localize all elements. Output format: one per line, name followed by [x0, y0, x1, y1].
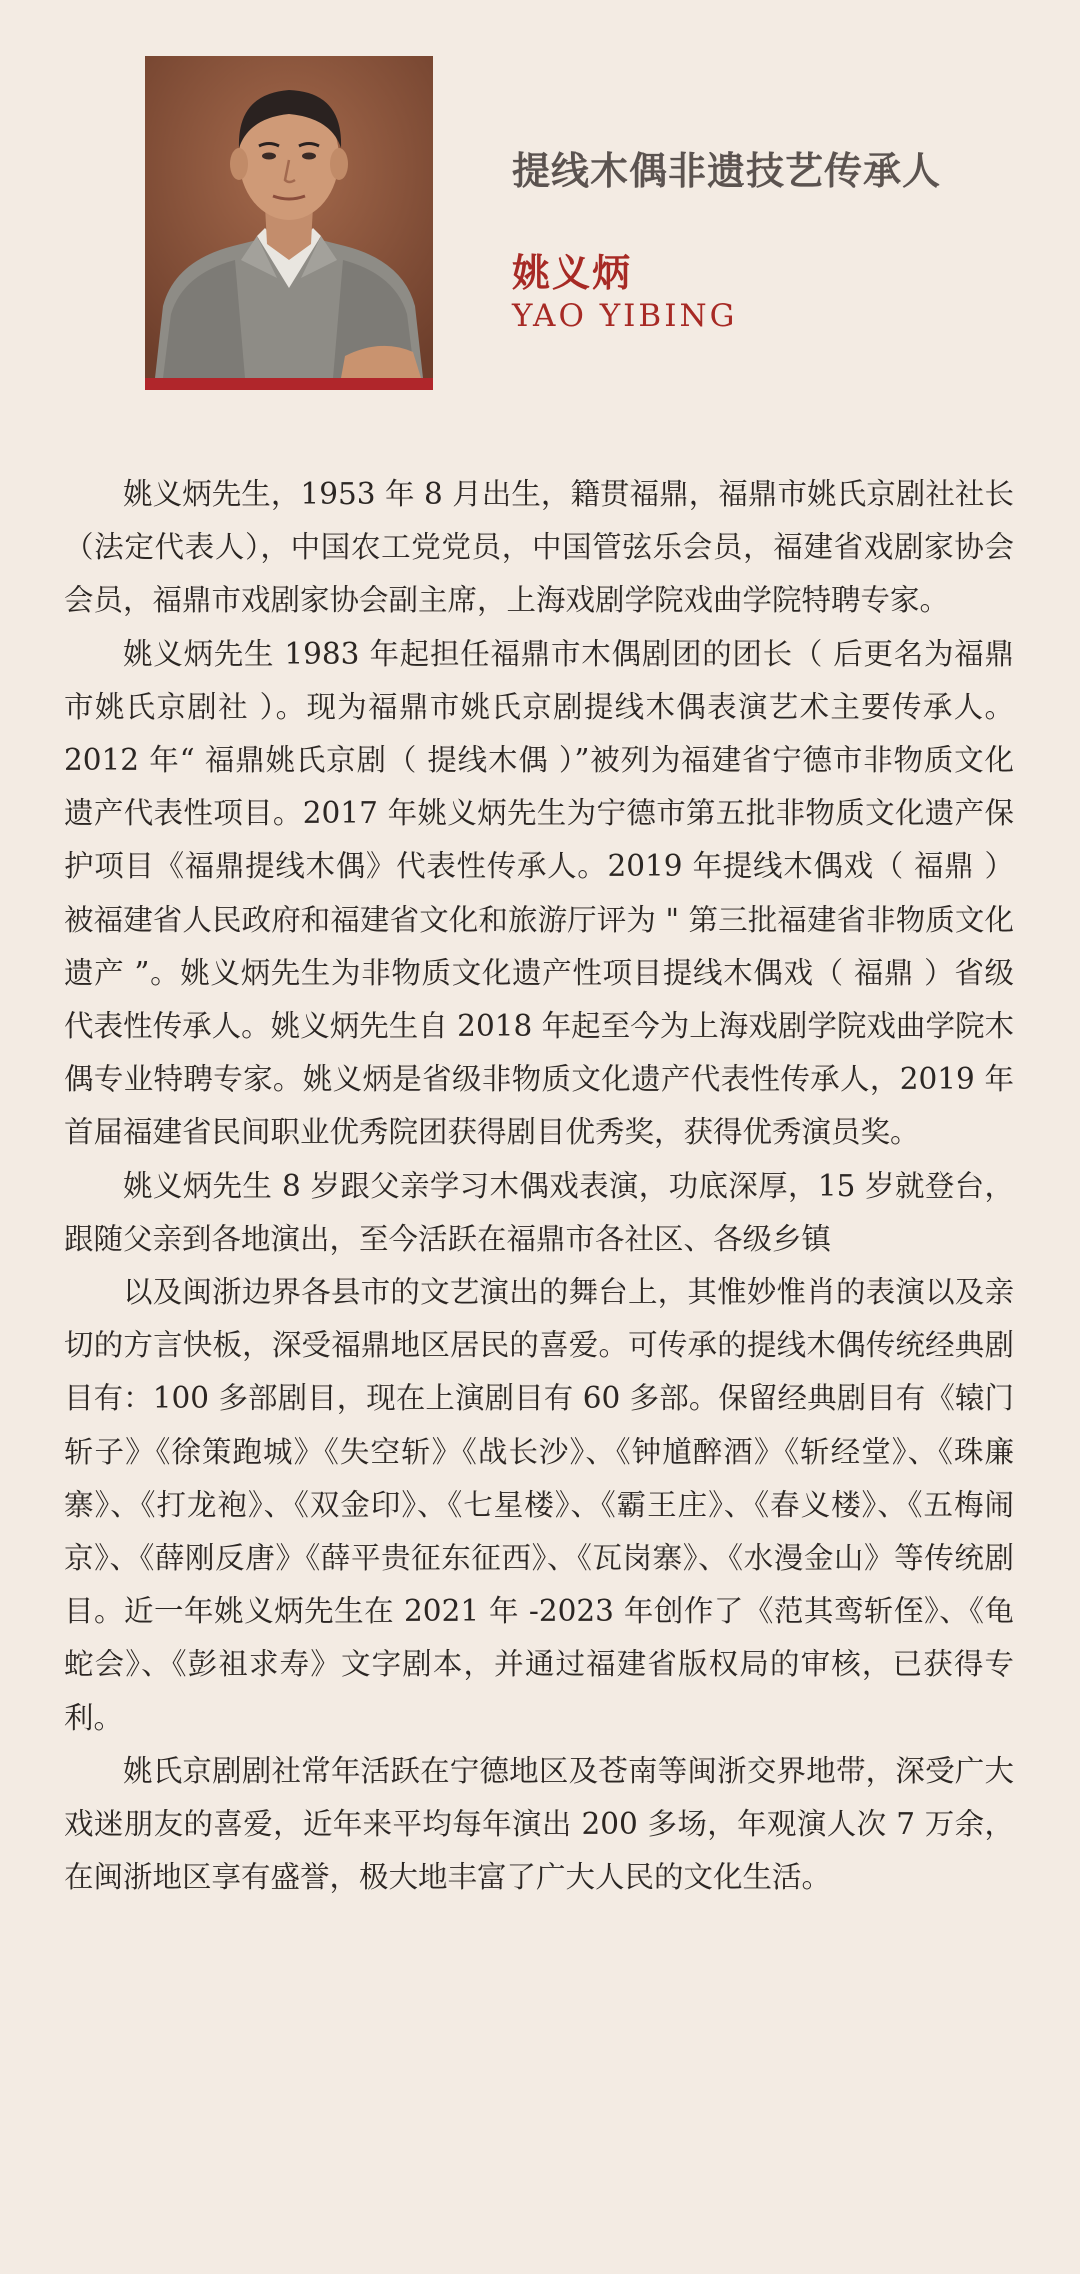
bio-paragraph: 姚义炳先生 8 岁跟父亲学习木偶戏表演，功底深厚，15 岁就登台，跟随父亲到各地演出，至今活跃在福鼎市各社区、各级乡镇	[64, 1168, 1014, 1256]
portrait-illustration	[145, 56, 433, 378]
person-name-english: YAO YIBING	[512, 298, 738, 334]
portrait-photo	[145, 56, 433, 390]
biography-text	[64, 468, 1014, 1904]
bio-paragraph: 姚义炳先生，1953 年 8 月出生，籍贯福鼎，福鼎市姚氏京剧社社长（法定代表人），中国农工党党员，中国管弦乐会员，福建省戏剧家协会会员，福鼎市戏剧家协会副主席，上海戏剧学院戏曲学院特聘专家。	[64, 477, 1014, 618]
portrait-accent-bar	[145, 378, 433, 390]
bio-paragraph: 以及闽浙边界各县市的文艺演出的舞台上，其惟妙惟肖的表演以及亲切的方言快板，深受福鼎地区居民的喜爱。可传承的提线木偶传统经典剧目有：100 多部剧目，现在上演剧目有 60 多部。保留经典剧目有《辕门斩子》《徐策跑城》《失空斩》《战长沙》、《钟馗醉酒》《斩经堂》、《珠廉寨》、《打龙袍》、《双金印》、《七星楼》、《霸王庄》、《春义楼》、《五梅闹京》、《薛刚反唐》《薛平贵征东征西》、《瓦岗寨》、《水漫金山》等传统剧目。近一年姚义炳先生在 2021 年 -2023 年创作了《范其鸾斩侄》、《龟蛇会》、《彭祖求寿》文字剧本，并通过福建省版权局的审核，已获得专利。	[64, 1275, 1014, 1735]
bio-paragraph: 姚氏京剧剧社常年活跃在宁德地区及苍南等闽浙交界地带，深受广大戏迷朋友的喜爱，近年来平均每年演出 200 多场，年观演人次 7 万余，在闽浙地区享有盛誉，极大地丰富了广大人民的文化生活。	[64, 1753, 1014, 1895]
person-name-chinese: 姚义炳	[512, 250, 633, 295]
bio-paragraph: 姚义炳先生 1983 年起担任福鼎市木偶剧团的团长（ 后更名为福鼎市姚氏京剧社 ）。现为福鼎市姚氏京剧提线木偶表演艺术主要传承人。2012 年“ 福鼎姚氏京剧（ 提线木偶 ）”被列为福建省宁德市非物质文化遗产代表性项目。2017 年姚义炳先生为宁德市第五批非物质文化遗产保护项目《福鼎提线木偶》代表性传承人。2019 年提线木偶戏（ 福鼎 ）被福建省人民政府和福建省文化和旅游厅评为 " 第三批福建省非物质文化遗产 ”。姚义炳先生为非物质文化遗产性项目提线木偶戏（ 福鼎 ）省级代表性传承人。姚义炳先生自 2018 年起至今为上海戏剧学院戏曲学院木偶专业特聘专家。姚义炳是省级非物质文化遗产代表性传承人，2019 年首届福建省民间职业优秀院团获得剧目优秀奖，获得优秀演员奖。	[64, 636, 1014, 1150]
page-title: 提线木偶非遗技艺传承人	[512, 148, 942, 193]
